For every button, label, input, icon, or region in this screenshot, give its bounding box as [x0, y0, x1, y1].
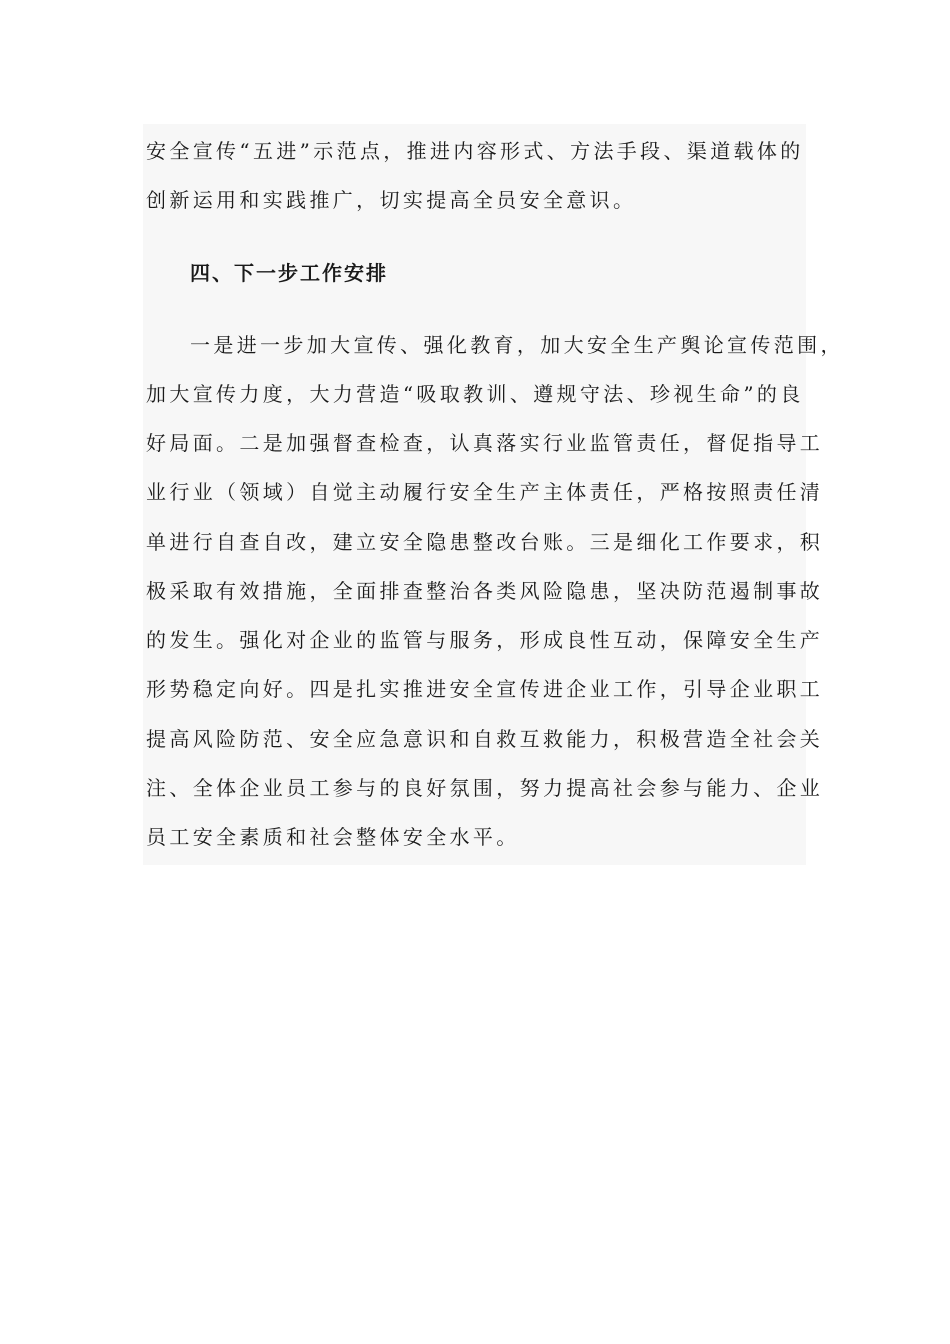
intro-line-2: 创新运用和实践推广，切实提高全员安全意识。 [146, 188, 637, 212]
document-text-block [143, 124, 844, 865]
paragraph-line-10: 注、全体企业员工参与的良好氛围，努力提高社会参与能力、企业 [146, 776, 824, 800]
section-heading: 四、下一步工作安排 [190, 261, 388, 285]
paragraph-line-3: 好局面。二是加强督查检查，认真落实行业监管责任，督促指导工 [146, 431, 824, 455]
paragraph-line-6: 极采取有效措施，全面排查整治各类风险隐患，坚决防范遏制事故 [146, 579, 824, 603]
paragraph-line-11: 员工安全素质和社会整体安全水平。 [146, 825, 520, 849]
paragraph-line-8: 形势稳定向好。四是扎实推进安全宣传进企业工作，引导企业职工 [146, 677, 824, 701]
paragraph-line-7: 的发生。强化对企业的监管与服务，形成良性互动，保障安全生产 [146, 628, 824, 652]
paragraph-line-9: 提高风险防范、安全应急意识和自救互救能力，积极营造全社会关 [146, 727, 824, 751]
paragraph-line-2: 加大宣传力度，大力营造“吸取教训、遵规守法、珍视生命”的良 [146, 382, 804, 406]
paragraph-line-5: 单进行自查自改，建立安全隐患整改台账。三是细化工作要求，积 [146, 530, 824, 554]
paragraph-line-1: 一是进一步加大宣传、强化教育，加大安全生产舆论宣传范围， [190, 333, 844, 357]
intro-line-1: 安全宣传“五进”示范点，推进内容形式、方法手段、渠道载体的 [146, 139, 804, 163]
paragraph-line-4: 业行业（领域）自觉主动履行安全生产主体责任，严格按照责任清 [146, 480, 824, 504]
